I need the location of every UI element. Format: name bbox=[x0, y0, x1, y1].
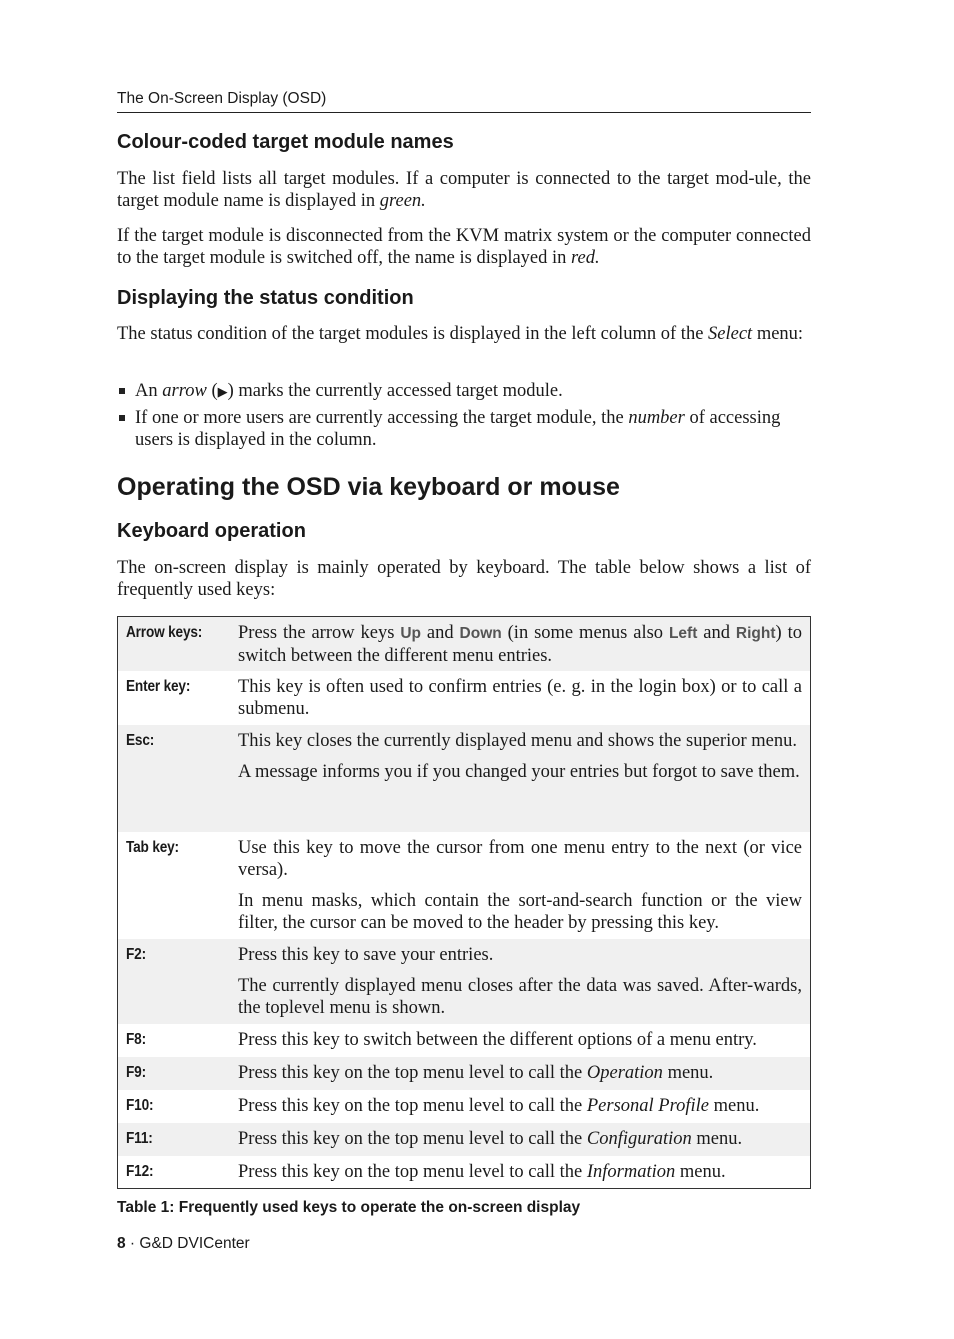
table-desc-cell: This key is often used to confirm entries (e. g. in the login box) or to call a submenu. bbox=[238, 677, 802, 719]
table-desc-cell bbox=[238, 1095, 802, 1119]
table-row bbox=[118, 1057, 810, 1090]
table-row bbox=[118, 1123, 810, 1156]
table-desc-cell: Press this key to switch between the different options of a menu entry. bbox=[238, 1030, 757, 1050]
table-row bbox=[118, 1090, 810, 1123]
heading-status-condition: Displaying the status condition bbox=[117, 287, 414, 309]
text: Press this key on the top menu level to call the bbox=[238, 1129, 587, 1149]
text: This key closes the currently displayed menu and shows the superior menu. bbox=[238, 731, 797, 751]
status-bullet-list bbox=[117, 380, 811, 455]
emphasis-number: number bbox=[628, 408, 685, 428]
text: ) to switch between the different menu entries. bbox=[238, 623, 802, 666]
text: Press this key on the top menu level to call the bbox=[238, 1096, 587, 1116]
table-row bbox=[118, 725, 810, 832]
text: The list field lists all target modules. If a computer is connected to the target mod-ule, the target module name is displayed in bbox=[117, 169, 811, 211]
list-item bbox=[117, 407, 811, 451]
table-key-cell: Tab key: bbox=[126, 839, 179, 856]
text: Press the arrow keys bbox=[238, 623, 401, 643]
emphasis-green: green. bbox=[379, 191, 426, 211]
text: and bbox=[421, 623, 460, 643]
text: A message informs you if you changed your entries but forgot to save them. bbox=[238, 762, 800, 782]
table-key-cell: F8: bbox=[126, 1031, 146, 1048]
text: Press this key on the top menu level to call the bbox=[238, 1063, 587, 1083]
table-key-cell: F11: bbox=[126, 1130, 153, 1147]
list-item bbox=[117, 380, 811, 403]
table-key-cell: F10: bbox=[126, 1097, 154, 1114]
page-footer bbox=[117, 1235, 250, 1253]
text: In menu masks, which contain the sort-and-search function or the view filter, the cursor can be moved to the header by pressing this key. bbox=[238, 891, 802, 933]
text: Use this key to move the cursor from one menu entry to the next (or vice versa). bbox=[238, 838, 802, 880]
table-key-cell: Enter key: bbox=[126, 678, 191, 695]
table-desc-cell bbox=[238, 944, 802, 1020]
text: of accessing users is displayed in the column. bbox=[135, 408, 781, 450]
key-down: Down bbox=[459, 625, 502, 642]
key-up: Up bbox=[400, 625, 422, 642]
emphasis-menu: Information bbox=[586, 1162, 676, 1182]
page-number: 8 bbox=[117, 1235, 126, 1252]
table-row bbox=[118, 1156, 810, 1188]
footer-separator: · bbox=[125, 1235, 140, 1252]
table-key-cell: F12: bbox=[126, 1163, 154, 1180]
keys-table bbox=[117, 616, 811, 1189]
table-desc-cell bbox=[238, 622, 802, 667]
text: menu. bbox=[691, 1129, 743, 1149]
text: ) marks the currently accessed target module. bbox=[227, 381, 563, 401]
emphasis-menu: Personal Profile bbox=[586, 1096, 709, 1116]
paragraph-colour-green bbox=[117, 168, 811, 212]
emphasis-red: red. bbox=[571, 248, 600, 268]
table-row bbox=[118, 671, 810, 725]
text: menu. bbox=[662, 1063, 714, 1083]
table-caption: Table 1: Frequently used keys to operate the on-screen display bbox=[117, 1199, 581, 1216]
text: Press this key to save your entries. bbox=[238, 945, 494, 965]
text: The status condition of the target modules is displayed in the left column of the bbox=[117, 324, 709, 344]
heading-keyboard-operation: Keyboard operation bbox=[117, 520, 306, 542]
table-desc-cell bbox=[238, 1161, 802, 1184]
text: menu: bbox=[752, 324, 804, 344]
paragraph-status bbox=[117, 323, 811, 345]
emphasis-select: Select bbox=[708, 324, 753, 344]
running-head: The On-Screen Display (OSD) bbox=[117, 90, 811, 113]
table-desc-cell bbox=[238, 1128, 802, 1152]
table-key-cell: Esc: bbox=[126, 732, 155, 749]
bullet-square-icon bbox=[119, 415, 125, 421]
key-right: Right bbox=[735, 625, 776, 642]
text: If the target module is disconnected from the KVM matrix system or the computer connected to the target module is switched off, the name is displayed in bbox=[117, 226, 811, 268]
heading-colour-coded: Colour-coded target module names bbox=[117, 131, 454, 153]
heading-operating-osd: Operating the OSD via keyboard or mouse bbox=[117, 473, 620, 501]
emphasis-menu: Operation bbox=[586, 1063, 663, 1083]
emphasis-menu: Configuration bbox=[586, 1129, 692, 1149]
text: ( bbox=[206, 381, 218, 401]
text: menu. bbox=[675, 1162, 726, 1182]
table-row bbox=[118, 832, 810, 939]
text: An bbox=[135, 381, 163, 401]
table-desc-cell bbox=[238, 730, 802, 828]
text: (in some menus also bbox=[501, 623, 669, 643]
text: The currently displayed menu closes after the data was saved. After-wards, the toplevel menu is shown. bbox=[238, 976, 802, 1018]
table-row bbox=[118, 939, 810, 1024]
footer-product: G&D DVICenter bbox=[139, 1235, 250, 1252]
table-row bbox=[118, 1024, 810, 1057]
table-key-cell: F9: bbox=[126, 1064, 146, 1081]
paragraph-keyboard-intro: The on-screen display is mainly operated by keyboard. The table below shows a list of frequently used keys: bbox=[117, 558, 811, 600]
emphasis-arrow: arrow bbox=[162, 381, 207, 401]
key-left: Left bbox=[668, 625, 698, 642]
table-desc-cell bbox=[238, 837, 802, 935]
bullet-square-icon bbox=[119, 388, 125, 394]
text: Press this key on the top menu level to call the bbox=[238, 1162, 587, 1182]
table-desc-cell bbox=[238, 1062, 802, 1086]
play-arrow-icon: ▶ bbox=[217, 384, 228, 399]
table-key-cell: Arrow keys: bbox=[126, 624, 203, 641]
table-key-cell: F2: bbox=[126, 946, 146, 963]
paragraph-colour-red bbox=[117, 225, 811, 269]
text: menu. bbox=[709, 1096, 760, 1116]
text: If one or more users are currently accessing the target module, the bbox=[135, 408, 629, 428]
text: and bbox=[697, 623, 736, 643]
table-row bbox=[118, 617, 810, 671]
